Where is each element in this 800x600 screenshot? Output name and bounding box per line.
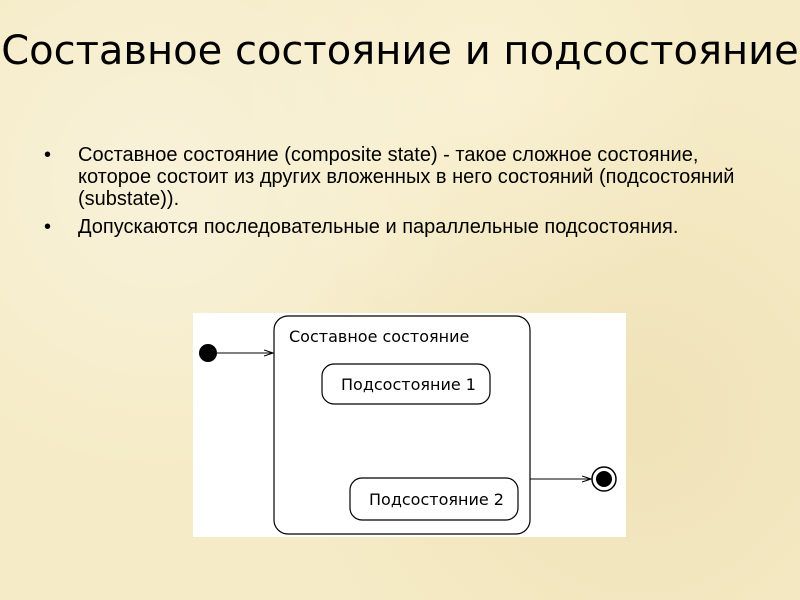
bullet-item: • Составное состояние (composite state) - такое сложное состояние, которое состоит из других вложенных в него состояний (подсостояний (substate)). bbox=[44, 144, 764, 210]
state-diagram bbox=[193, 313, 626, 537]
final-state-dot bbox=[596, 471, 612, 487]
substate-2-label: Подсостояние 2 bbox=[369, 490, 504, 509]
state-diagram-svg bbox=[193, 313, 626, 537]
initial-state bbox=[199, 344, 217, 362]
bullet-item: • Допускаются последовательные и параллельные подсостояния. bbox=[44, 216, 764, 238]
bullet-list bbox=[44, 144, 764, 244]
substate-1-label: Подсостояние 1 bbox=[341, 375, 476, 394]
composite-state-label: Составное состояние bbox=[289, 327, 470, 346]
slide-title: Составное состояние и подсостояние bbox=[1, 28, 799, 74]
